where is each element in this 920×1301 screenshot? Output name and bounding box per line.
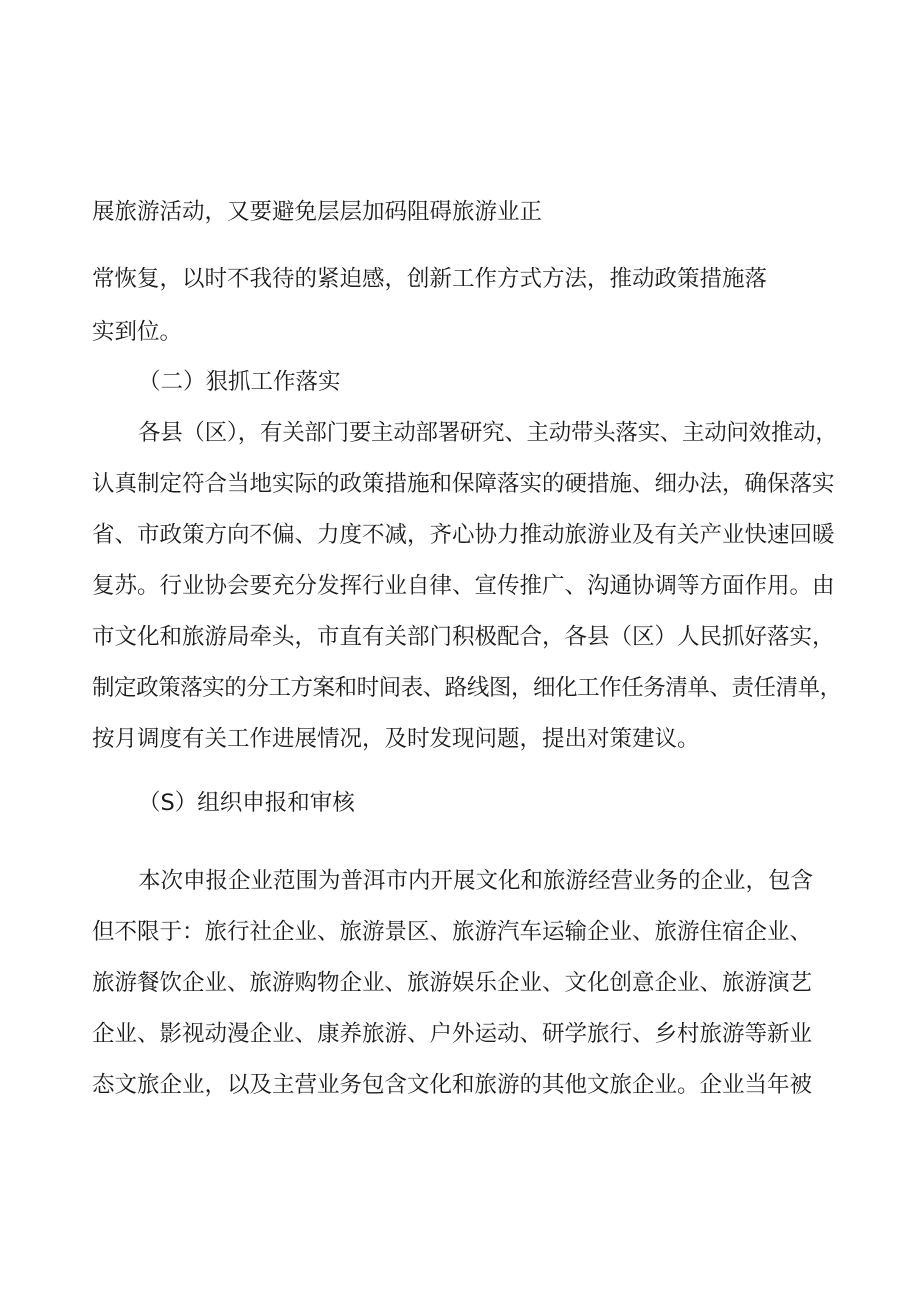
text-line: 认真制定符合当地实际的政策措施和保障落实的硬措施、细办法，确保落实 [92,471,835,497]
text-line: 旅游餐饮企业、旅游购物企业、旅游娱乐企业、文化创意企业、旅游演艺 [92,970,813,996]
text-line: 实到位。 [92,319,183,345]
text-line: 制定政策落实的分工方案和时间表、路线图，细化工作任务清单、责任清单， [92,675,842,701]
section-heading: （二）狠抓工作落实 [138,369,341,395]
text-line: 但不限于：旅行社企业、旅游景区、旅游汽车运输企业、旅游住宿企业、 [92,919,813,945]
text-line: 各县（区），有关部门要主动部署研究、主动带头落实、主动问效推动， [138,420,838,446]
text-line: 展旅游活动，又要避免层层加码阻碍旅游业正 [92,199,543,225]
text-line: 态文旅企业，以及主营业务包含文化和旅游的其他文旅企业。企业当年被 [92,1072,813,1098]
text-line: 复苏。行业协会要充分发挥行业自律、宣传推广、沟通协调等方面作用。由 [92,573,835,599]
text-line: 企业、影视动漫企业、康养旅游、户外运动、研学旅行、乡村旅游等新业 [92,1021,813,1047]
text-line: 常恢复，以时不我待的紧迫感，创新工作方式方法，推动政策措施落 [92,266,768,292]
text-line: 本次申报企业范围为普洱市内开展文化和旅游经营业务的企业，包含 [138,868,814,894]
text-line: 按月调度有关工作进展情况，及时发现问题，提出对策建议。 [92,726,700,752]
text-line: 省、市政策方向不偏、力度不减，齐心协力推动旅游业及有关产业快速回暖 [92,522,835,548]
text-line: 市文化和旅游局牵头，市直有关部门积极配合，各县（区）人民抓好落实， [92,624,835,650]
section-heading: （S）组织申报和审核 [138,790,355,816]
